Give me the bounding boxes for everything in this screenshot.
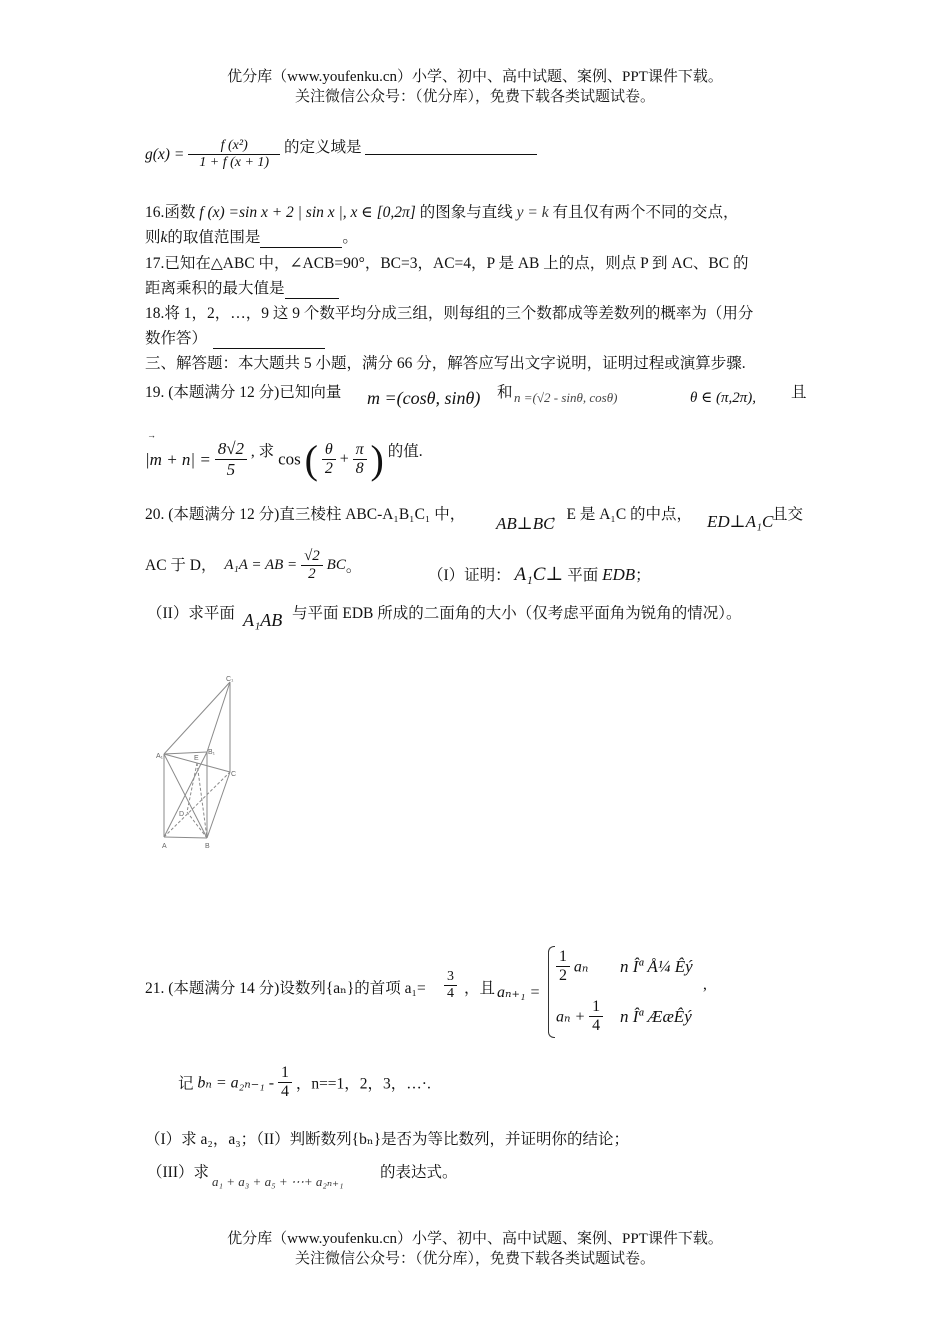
- label-a1: A₁: [156, 753, 164, 760]
- q21-case2-frac: [589, 998, 603, 1035]
- edge-a1-b: [164, 754, 207, 838]
- q19-fraction-num: 8√2: [215, 439, 247, 460]
- q20-part2-plane: A₁AB: [243, 610, 283, 630]
- q20-part1-end: ；: [635, 567, 651, 584]
- q19-frac-pi: [353, 441, 367, 478]
- q17-line2: [145, 276, 339, 299]
- q20-eq: A₁A = AB =: [224, 557, 298, 573]
- q18-blank[interactable]: [213, 330, 325, 349]
- q16-mid: 的图象与直线: [419, 204, 513, 221]
- q20-part1: [428, 563, 651, 586]
- q17-blank[interactable]: [285, 280, 339, 299]
- q19-paren-left: (: [304, 437, 318, 482]
- q21-case1: [556, 948, 588, 988]
- q20-perp1: AB⊥BC: [496, 514, 555, 533]
- q17-line2-text: 距离乘积的最大值是: [145, 280, 285, 297]
- q20-part1-label: （I）证明：: [428, 567, 511, 584]
- q19-qie: 且: [791, 384, 807, 401]
- label-c1: C₁: [226, 676, 234, 683]
- q21-case2-num: 1: [589, 998, 603, 1017]
- q19-fraction-den: 5: [226, 460, 236, 479]
- q20-fraction-den: 2: [308, 566, 316, 582]
- q15-lhs: g(x) =: [145, 145, 185, 163]
- edge-a1-c1: [164, 682, 230, 754]
- q16-function: f (x) =sin x + 2 | sin x |, x ∈ [0,2π]: [199, 204, 416, 221]
- edge-a-b1: [164, 752, 207, 837]
- q16-end: 。: [342, 229, 358, 246]
- q19-theta-range: θ ∈ (π,2π),: [690, 390, 756, 406]
- q20-fraction: [301, 548, 323, 583]
- header-line-1: 优分库（www.youfenku.cn）小学、初中、高中试题、案例、PPT课件下载。: [227, 69, 723, 85]
- label-b: B: [205, 843, 210, 850]
- q21-parts-1-2: （I）求 a₂，a₃；（II）判断数列{bₙ}是否为等比数列，并证明你的结论；: [145, 1131, 630, 1148]
- edge-a-c-hidden: [164, 772, 230, 837]
- q21-case2: [556, 998, 603, 1038]
- q15: [145, 138, 537, 171]
- q19-paren-right: ): [370, 437, 384, 482]
- q21-prefix: [145, 976, 426, 998]
- q16-k: k: [160, 229, 168, 246]
- q20-perp2: ED⊥A₁C: [707, 512, 774, 531]
- q19-cos: cos: [278, 449, 301, 469]
- q16-line2-prefix: 则: [145, 229, 161, 246]
- q19-vector-n: n =(√2 - sinθ, cosθ): [514, 390, 618, 405]
- q16-prefix: 16.函数: [145, 204, 196, 221]
- q21-bn-frac: [278, 1064, 292, 1101]
- q19-qiu: , 求: [250, 442, 275, 460]
- q19-and: 和: [497, 384, 513, 401]
- label-d: D: [179, 811, 185, 818]
- q20-prefix: 20. (本题满分 12 分)直三棱柱 ABC-A₁B₁C₁ 中，: [145, 506, 466, 523]
- q21-case1-cond: n Îª Å¼ Êý: [620, 957, 693, 976]
- q21-ji: 记: [178, 1075, 194, 1093]
- q17-line1: 17.已知在△ABC 中，∠ACB=90°，BC=3，AC=4，P 是 AB 上的点，则点 P 到 AC、BC 的: [145, 255, 749, 272]
- q16-line2: [145, 225, 358, 248]
- q19-pi-num: π: [353, 441, 367, 460]
- q16-line: y = k: [516, 204, 549, 221]
- edge-a1-b1: [164, 752, 207, 754]
- q19-fraction: [215, 439, 247, 480]
- q19-abs: |m + n| =: [145, 449, 211, 469]
- q16-line1: [145, 200, 738, 222]
- q21-bn-line: [178, 1064, 431, 1114]
- q15-fraction: [188, 138, 280, 171]
- q21-case2-cond: n Îª ÆæÊý: [620, 1007, 692, 1026]
- q20-part1-expr: A₁C⊥: [514, 564, 564, 585]
- q19-arrow-mark: →: [147, 430, 156, 440]
- q15-numerator: f (x²): [188, 138, 280, 155]
- q21-lhs: aₙ₊₁ =: [497, 984, 541, 1001]
- q20-line2: [145, 548, 361, 598]
- q21-a1-den: 4: [447, 986, 454, 1001]
- edge-a-b: [164, 837, 207, 838]
- q16-line2-suffix: 的取值范围是: [167, 229, 261, 246]
- q20-part1-plane: 平面: [567, 567, 599, 584]
- edge-b1-c1: [207, 682, 230, 752]
- q21-bn-num: 1: [278, 1064, 292, 1083]
- q20-mid: ，E 是 A₁C 的中点，: [551, 506, 693, 523]
- q21-part3-sum: a₁ + a₃ + a₅ + ⋯+ a₂ₙ₊₁: [212, 1174, 344, 1189]
- q18-line2-text: 数作答）: [145, 330, 208, 347]
- q19-vector-m: m =(cosθ, sinθ): [367, 388, 481, 408]
- q18-line2: [145, 326, 325, 349]
- q21-case1-den: 2: [559, 967, 567, 984]
- q19-line2: [145, 436, 423, 484]
- q20-part2-prefix: （II）求平面: [147, 605, 235, 622]
- q16-suffix: 有且仅有两个不同的交点，: [552, 204, 739, 221]
- q21-part3-suffix: 的表达式。: [380, 1164, 458, 1181]
- footer-line-1: 优分库（www.youfenku.cn）小学、初中、高中试题、案例、PPT课件下载。: [227, 1231, 723, 1247]
- edge-e-b: [197, 763, 207, 838]
- q19-pi-den: 8: [355, 460, 364, 477]
- label-b1: B₁: [208, 749, 216, 756]
- q20-part1-edb: EDB: [602, 565, 636, 584]
- q15-text: 的定义域是: [284, 138, 362, 156]
- label-c: C: [231, 771, 237, 778]
- prism-figure: [150, 672, 250, 857]
- q21-part3-prefix: （III）求: [147, 1164, 209, 1181]
- q21-brace: [548, 946, 555, 1038]
- q21-prefix-text: 21. (本题满分 14 分)设数列{aₙ}的首项 a₁=: [145, 980, 426, 997]
- section-3-heading: 三、解答题：本大题共 5 小题，满分 66 分，解答应写出文字说明，证明过程或演算步骤.: [145, 355, 746, 372]
- q21-a1-fraction: [444, 969, 457, 1002]
- q20-line2-prefix: AC 于 D，: [145, 556, 217, 574]
- footer-line-2: 关注微信公众号：（优分库），免费下载各类试题试卷。: [294, 1251, 655, 1267]
- q21-case2-var: aₙ +: [556, 1008, 586, 1026]
- q19-plus: +: [339, 450, 349, 468]
- q16-blank[interactable]: [260, 229, 342, 248]
- q19-end: 的值.: [387, 442, 423, 460]
- q19-theta-den: 2: [324, 460, 333, 477]
- q21-bn: bₙ = a₂ₙ₋₁ -: [197, 1074, 275, 1092]
- q21-comma: ,: [703, 976, 707, 993]
- q19-prefix: 19. (本题满分 12 分)已知向量: [145, 384, 342, 401]
- q21-bn-den: 4: [280, 1083, 289, 1100]
- q21-nvals: ，n==1，2，3，…·.: [295, 1075, 431, 1093]
- q21-case2-den: 4: [592, 1017, 601, 1034]
- q20-bc: BC: [326, 557, 346, 573]
- label-a: A: [162, 843, 167, 850]
- q21-a1-num: 3: [444, 969, 457, 986]
- q20-fraction-num: √2: [301, 548, 323, 566]
- label-e: E: [194, 755, 199, 762]
- q21-case1-frac: [556, 948, 570, 985]
- q20-dot: 。: [345, 558, 362, 576]
- edge-b-c: [207, 772, 230, 838]
- q21-qie: ，且: [464, 980, 496, 997]
- q21-case1-num: 1: [556, 948, 570, 967]
- q20-qiejiao: 且交: [772, 506, 804, 523]
- q21-case1-var: aₙ: [573, 958, 589, 976]
- edge-d-b: [187, 812, 207, 838]
- q20-part2-suffix: 与平面 EDB 所成的二面角的大小（仅考虑平面角为锐角的情况）。: [292, 605, 742, 622]
- q19-theta-num: θ: [322, 441, 336, 460]
- q19-frac-theta: [322, 441, 336, 478]
- q15-denominator: 1 + f (x + 1): [199, 155, 270, 170]
- header-line-2: 关注微信公众号：（优分库），免费下载各类试题试卷。: [294, 89, 655, 105]
- q18-line1: 18.将 1，2，…，9 这 9 个数平均分成三组，则每组的三个数都成等差数列的概率为（用分: [145, 305, 754, 322]
- q15-blank[interactable]: [365, 136, 537, 155]
